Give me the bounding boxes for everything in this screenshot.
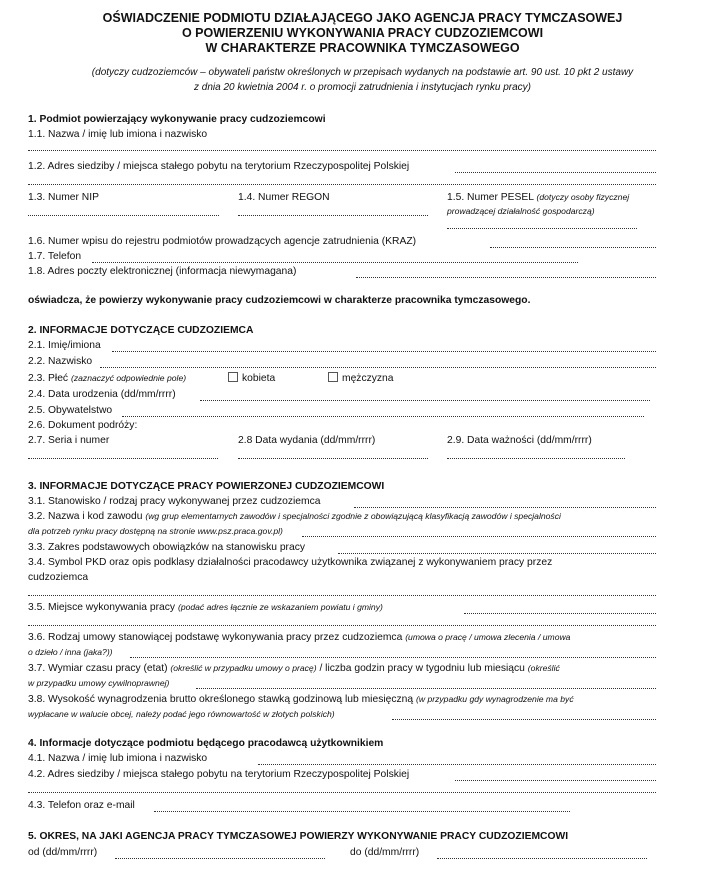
period-to-input[interactable] — [437, 857, 647, 859]
field-2-1-input[interactable] — [112, 350, 656, 352]
field-2-7-input[interactable] — [28, 457, 218, 459]
field-1-3-label: 1.3. Numer NIP — [28, 192, 99, 203]
field-2-9-input[interactable] — [447, 457, 625, 459]
field-3-4-input[interactable] — [28, 594, 656, 596]
field-1-2-input-cont[interactable] — [28, 183, 656, 185]
checkbox-male[interactable] — [328, 372, 338, 382]
field-1-3-input[interactable] — [28, 214, 219, 216]
field-3-5-input-cont[interactable] — [28, 624, 656, 626]
field-1-1-label: 1.1. Nazwa / imię lub imiona i nazwisko — [28, 129, 208, 140]
field-1-7-label: 1.7. Telefon — [28, 251, 82, 262]
field-3-2-input[interactable] — [302, 535, 656, 537]
field-3-7-label: 3.7. Wymiar czasu pracy (etat) (określić w przypadku umowy o pracę) / liczba godzin pracy w tygodniu lub miesiącu (określić — [28, 663, 560, 674]
field-1-6-label: 1.6. Numer wpisu do rejestru podmiotów prowadzących agencje zatrudnienia (KRAZ) — [28, 236, 417, 247]
form-subtitle-line-2: z dnia 20 kwietnia 2004 r. o promocji zatrudnienia i instytucjach rynku pracy) — [193, 82, 532, 93]
field-4-2-label: 4.2. Adres siedziby / miejsca stałego pobytu na terytorium Rzeczypospolitej Polskiej — [28, 769, 410, 780]
section-1-heading: 1. Podmiot powierzający wykonywanie pracy cudzoziemcowi — [28, 114, 326, 125]
section-4-heading: 4. Informacje dotyczące podmiotu będącego pracodawcą użytkownikiem — [28, 738, 384, 749]
field-3-5-input[interactable] — [464, 612, 656, 614]
form-subtitle-line-1: (dotyczy cudzoziemców – obywateli państw określonych w przepisach wydanych na podstawie art. 90 ust. 10 pkt 2 ustawy — [91, 67, 634, 78]
field-2-2-input[interactable] — [100, 366, 656, 368]
field-1-4-input[interactable] — [238, 214, 428, 216]
field-2-4-label: 2.4. Data urodzenia (dd/mm/rrrr) — [28, 389, 176, 400]
field-1-8-input[interactable] — [356, 276, 656, 278]
section-2-heading: 2. INFORMACJE DOTYCZĄCE CUDZOZIEMCA — [28, 325, 254, 336]
field-3-6-note: o dzieło / inna (jaka?)) — [28, 647, 113, 657]
period-from-input[interactable] — [115, 857, 325, 859]
field-1-5-note: prowadzącej działalność gospodarczą) — [447, 206, 595, 216]
field-3-8-note: wypłacane w walucie obcej, należy podać jego równowartość w złotych polskich) — [28, 709, 335, 719]
field-3-4-label: 3.4. Symbol PKD oraz opis podklasy działalności pracodawcy użytkownika związanej z wykonywaniem pracy przez — [28, 557, 553, 568]
field-3-7-note: w przypadku umowy cywilnoprawnej) — [28, 678, 170, 688]
field-3-8-input[interactable] — [392, 718, 656, 720]
field-4-2-input-cont[interactable] — [28, 791, 656, 793]
field-3-8-label: 3.8. Wysokość wynagrodzenia brutto określonego stawką godzinową lub miesięczną (w przypadku gdy wynagrodzenie ma być — [28, 694, 574, 705]
field-2-1-label: 2.1. Imię/imiona — [28, 340, 101, 351]
field-1-4-label: 1.4. Numer REGON — [238, 192, 330, 203]
field-2-8-input[interactable] — [238, 457, 428, 459]
field-1-8-label: 1.8. Adres poczty elektronicznej (informacja niewymagana) — [28, 266, 297, 277]
field-3-5-label: 3.5. Miejsce wykonywania pracy (podać adres łącznie ze wskazaniem powiatu i gminy) — [28, 602, 383, 613]
field-3-6-input[interactable] — [130, 656, 656, 658]
field-3-2-note: dla potrzeb rynku pracy dostępną na stronie www.psz.praca.gov.pl) — [28, 526, 283, 536]
period-to-label: do (dd/mm/rrrr) — [350, 847, 420, 858]
field-4-3-input[interactable] — [154, 810, 570, 812]
field-1-1-input[interactable] — [28, 149, 656, 151]
field-1-2-input[interactable] — [455, 171, 656, 173]
declaration-text: oświadcza, że powierzy wykonywanie pracy cudzoziemcowi w charakterze pracownika tymczasowego. — [28, 295, 531, 306]
field-2-4-input[interactable] — [200, 399, 650, 401]
period-from-label: od (dd/mm/rrrr) — [28, 847, 98, 858]
field-3-3-label: 3.3. Zakres podstawowych obowiązków na stanowisku pracy — [28, 542, 306, 553]
field-3-3-input[interactable] — [338, 552, 656, 554]
field-1-7-input[interactable] — [92, 261, 578, 263]
field-2-3-label: 2.3. Płeć (zaznaczyć odpowiednie pole) — [28, 373, 187, 384]
form-title-line-3: W CHARAKTERZE PRACOWNIKA TYMCZASOWEGO — [205, 41, 520, 55]
field-2-7-label: 2.7. Seria i numer — [28, 435, 110, 446]
field-2-2-label: 2.2. Nazwisko — [28, 356, 93, 367]
field-2-8-label: 2.8 Data wydania (dd/mm/rrrr) — [238, 435, 376, 446]
field-2-5-input[interactable] — [122, 415, 644, 417]
field-4-3-label: 4.3. Telefon oraz e-mail — [28, 800, 135, 811]
section-3-heading: 3. INFORMACJE DOTYCZĄCE PRACY POWIERZONEJ CUDZOZIEMCOWI — [28, 481, 385, 492]
field-3-7-input[interactable] — [196, 687, 656, 689]
field-4-1-label: 4.1. Nazwa / imię lub imiona i nazwisko — [28, 753, 208, 764]
gender-female-option[interactable]: kobieta — [228, 372, 275, 385]
section-5-heading: 5. OKRES, NA JAKI AGENCJA PRACY TYMCZASOWEJ POWIERZY WYKONYWANIE PRACY CUDZOZIEMCOWI — [28, 831, 569, 842]
field-2-9-label: 2.9. Data ważności (dd/mm/rrrr) — [447, 435, 592, 446]
field-2-5-label: 2.5. Obywatelstwo — [28, 405, 113, 416]
field-1-2-label: 1.2. Adres siedziby / miejsca stałego pobytu na terytorium Rzeczypospolitej Polskiej — [28, 161, 410, 172]
field-1-6-input[interactable] — [490, 246, 656, 248]
gender-male-option[interactable]: mężczyzna — [328, 372, 394, 385]
field-3-1-label: 3.1. Stanowisko / rodzaj pracy wykonywanej przez cudzoziemca — [28, 496, 321, 507]
form-title-line-2: O POWIERZENIU WYKONYWANIA PRACY CUDZOZIEMCOWI — [181, 26, 544, 40]
field-2-6-label: 2.6. Dokument podróży: — [28, 420, 138, 431]
field-1-5-input[interactable] — [447, 227, 637, 229]
field-1-5-label: 1.5. Numer PESEL (dotyczy osoby fizycznej — [447, 192, 630, 203]
field-4-2-input[interactable] — [455, 779, 656, 781]
field-3-4-label-cont: cudzoziemca — [28, 572, 89, 583]
field-3-6-label: 3.6. Rodzaj umowy stanowiącej podstawę wykonywania pracy przez cudzoziemca (umowa o pracę / umowa zlecenia / umowa — [28, 632, 571, 643]
checkbox-female[interactable] — [228, 372, 238, 382]
field-4-1-input[interactable] — [258, 763, 656, 765]
field-3-1-input[interactable] — [354, 506, 656, 508]
field-3-2-label: 3.2. Nazwa i kod zawodu (wg grup elementarnych zawodów i specjalności zgodnie z obowiązującą klasyfikacją zawodów i specjalności — [28, 511, 561, 522]
form-title-line-1: OŚWIADCZENIE PODMIOTU DZIAŁAJĄCEGO JAKO AGENCJA PRACY TYMCZASOWEJ — [102, 11, 623, 25]
